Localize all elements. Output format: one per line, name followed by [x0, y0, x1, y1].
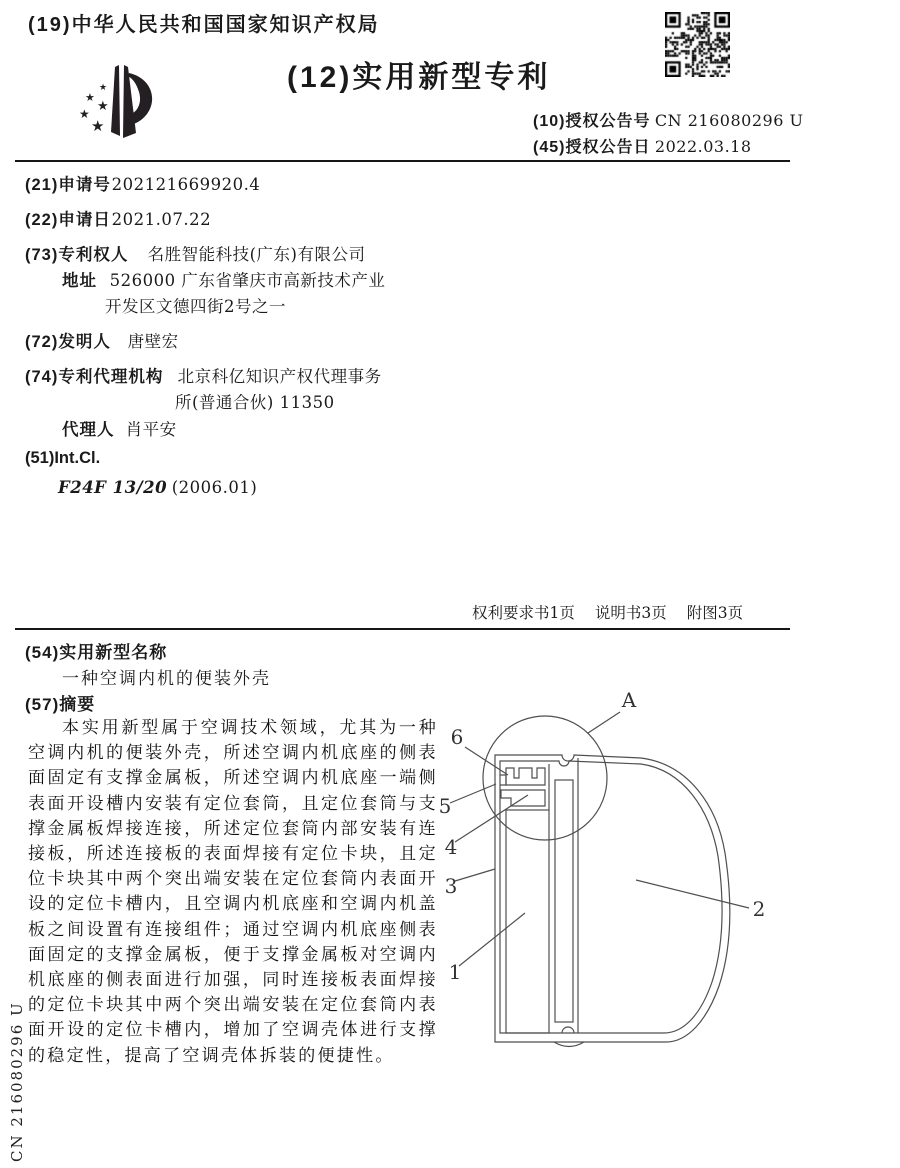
publication-date-value: 2022.03.18: [654, 137, 752, 156]
figure-label-1: 1: [448, 960, 462, 984]
application-number-label: (21)申请号: [25, 176, 111, 194]
leader-line-5: [450, 784, 496, 803]
patentee-value: 名胜智能科技(广东)有限公司: [147, 245, 366, 264]
title-section-label: (54)实用新型名称: [25, 643, 168, 662]
header-divider: [15, 160, 790, 162]
address-label: 地址: [62, 272, 97, 290]
figure-clip-channel: [506, 768, 545, 785]
leader-line-3: [455, 869, 495, 881]
svg-text:★: ★: [97, 98, 109, 113]
inventor-label: (72)发明人: [25, 333, 111, 351]
intcl-label: (51)Int.Cl.: [25, 449, 101, 467]
inventor-value: 唐壁宏: [127, 332, 179, 351]
svg-text:★: ★: [99, 82, 108, 92]
figure-clip-tab: [500, 775, 506, 785]
doc-number-vertical: CN 216080296 U: [8, 1001, 26, 1162]
svg-text:★: ★: [85, 92, 95, 104]
address-line1: 526000 广东省肇庆市高新技术产业: [109, 271, 386, 290]
address-line2: 开发区文德四街2号之一: [105, 297, 286, 316]
svg-text:★: ★: [79, 107, 90, 121]
figure-bottom-notch: [562, 1027, 574, 1033]
patent-office-name: (19)中华人民共和国国家知识产权局: [28, 14, 380, 36]
intcl-version: (2006.01): [171, 478, 258, 497]
figure-label-4: 4: [444, 835, 458, 859]
figure-label-6: 6: [450, 725, 464, 749]
inventor-row: [25, 328, 179, 352]
figure-bar-inner: [555, 780, 573, 1022]
figure-foot-detail: [554, 1042, 584, 1047]
intcl-row: [58, 478, 257, 498]
document-kind-title: (12)实用新型专利: [287, 61, 551, 94]
agency-line1: 北京科亿知识产权代理事务: [177, 367, 382, 386]
cnipa-logo: [55, 52, 167, 158]
publication-number-label: (10)授权公告号: [533, 113, 651, 130]
publication-date-row: [533, 134, 752, 157]
agent-row: [62, 416, 177, 440]
patentee-row: [25, 241, 365, 265]
abstract-section-label: (57)摘要: [25, 695, 96, 714]
claims-pages: 权利要求书1页: [472, 604, 575, 622]
figure-base-panel: [506, 810, 549, 1033]
patent-figure: [438, 680, 900, 1110]
application-number-value: 202121669920.4: [111, 175, 261, 194]
agency-row: [25, 363, 382, 387]
leader-line-1: [459, 913, 525, 966]
agency-line2: 所(普通合伙) 11350: [175, 393, 335, 412]
figure-label-5: 5: [438, 794, 452, 818]
publication-number-value: CN 216080296 U: [654, 111, 804, 130]
body-divider: [15, 628, 790, 630]
publication-date-label: (45)授权公告日: [533, 139, 651, 156]
leader-line-4: [455, 795, 528, 842]
svg-text:★: ★: [91, 118, 105, 135]
figure-inner-outline: [500, 761, 722, 1033]
patentee-label: (73)专利权人: [25, 246, 129, 264]
invention-title: 一种空调内机的便装外壳: [62, 669, 271, 689]
application-date-label: (22)申请日: [25, 211, 111, 229]
agent-label: 代理人: [62, 421, 115, 439]
figure-label-3: 3: [444, 874, 458, 898]
agent-value: 肖平安: [125, 420, 177, 439]
figure-label-a: A: [621, 688, 637, 712]
publication-number-row: [533, 108, 803, 131]
application-date-value: 2021.07.22: [111, 210, 212, 229]
qr-code: [665, 12, 730, 77]
application-number-row: [25, 171, 260, 195]
application-date-row: [25, 206, 211, 230]
leader-line-2: [636, 880, 749, 908]
agency-label: (74)专利代理机构: [25, 368, 164, 386]
description-pages: 说明书3页: [594, 604, 667, 622]
address-row: [62, 267, 385, 291]
drawings-pages: 附图3页: [686, 604, 744, 622]
figure-label-2: 2: [752, 897, 766, 921]
leader-line-a: [588, 712, 620, 733]
abstract-text: 本实用新型属于空调技术领域，尤其为一种空调内机的便装外壳，所述空调内机底座的侧表面固定有支撑金属板，所述空调内机底座一端侧表面开设槽内安装有定位套筒，且定位套筒与支撑金属板焊接连接，所述定位套筒内部安装有连接板，所述连接板的表面焊接有定位卡块，且定位卡块其中两个突出端安装在定位套筒内表面开设的定位卡槽内，且空调内机底座和空调内机盖板之间设置有连接组件；通过空调内机底座侧表面固定的支撑金属板，便于支撑金属板对空调内机底座的侧表面进行加强，同时连接板表面焊接的定位卡块其中两个突出端安装在定位套筒内表面开设的定位卡槽内，增加了空调壳体进行支撑的稳定性，提高了空调壳体拆装的便捷性。: [28, 718, 438, 1066]
pagination-info: [472, 601, 743, 623]
intcl-class: F24F 13/20: [58, 478, 168, 497]
